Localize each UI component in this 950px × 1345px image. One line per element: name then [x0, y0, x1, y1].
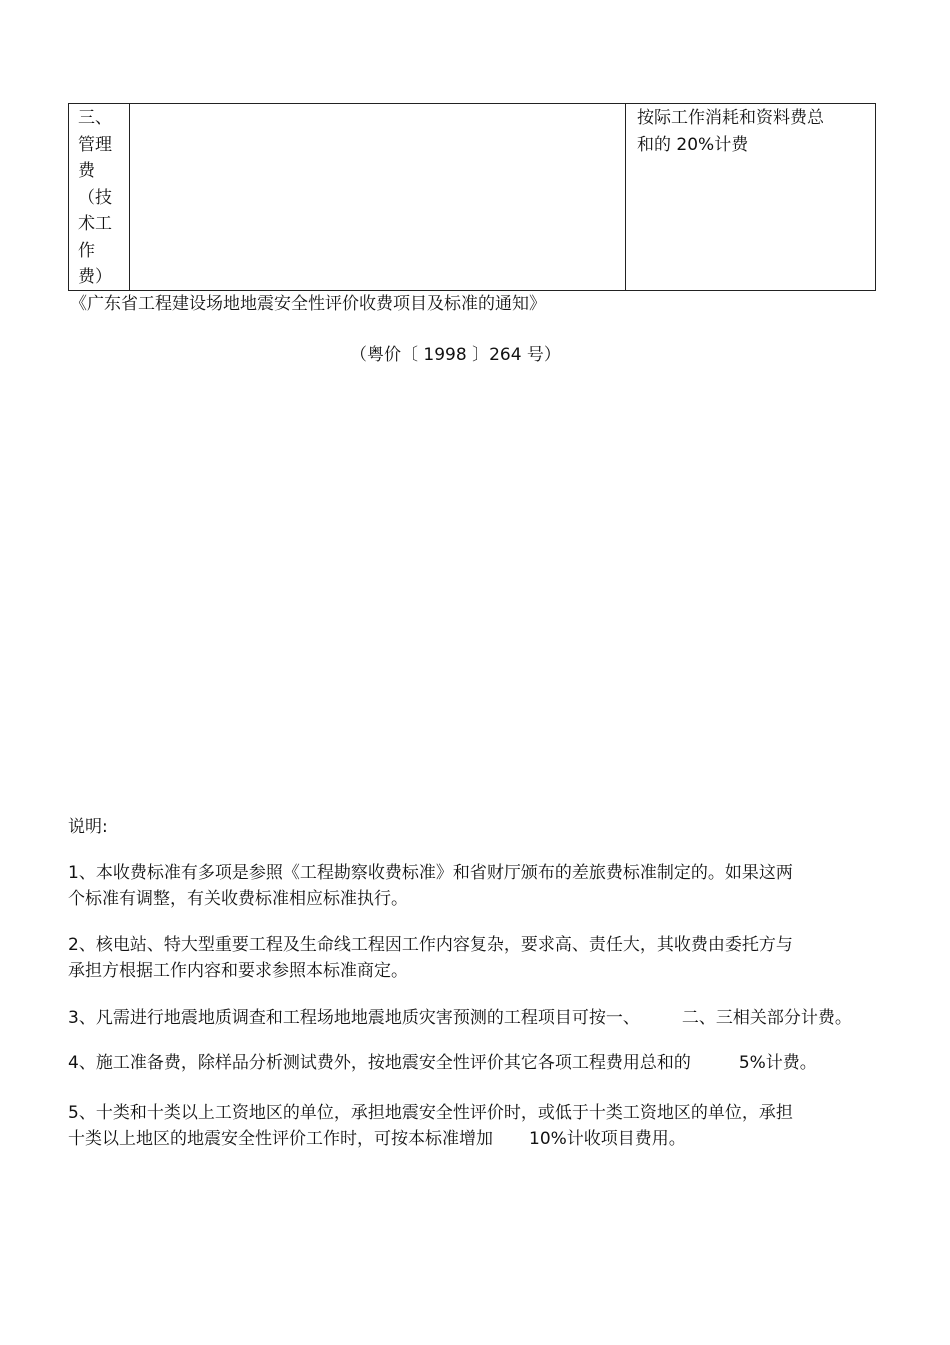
note-part: 10%计收项目费用。 — [529, 1129, 686, 1149]
document-number: （粤价〔 1998 〕264 号） — [350, 345, 561, 365]
note-line: 5、十类和十类以上工资地区的单位，承担地震安全性评价时，或低于十类工资地区的单位，承担 — [68, 1103, 793, 1123]
standard-text — [637, 105, 824, 158]
note-line: 个标准有调整，有关收费标准相应标准执行。 — [68, 889, 408, 909]
note-part: 3、凡需进行地震地质调查和工程场地地震地质灾害预测的工程项目可按一、 — [68, 1008, 640, 1028]
note-part: 二、三相关部分计费。 — [681, 1008, 852, 1028]
note-2 — [68, 932, 793, 984]
note-5 — [68, 1100, 793, 1152]
note-4 — [68, 1050, 817, 1076]
note-line — [68, 1126, 793, 1152]
note-part: 4、施工准备费，除样品分析测试费外，按地震安全性评价其它各项工程费用总和的 — [68, 1053, 691, 1073]
note-3 — [68, 1005, 852, 1031]
fee-table — [68, 103, 876, 291]
item-line: 费 — [78, 161, 95, 181]
note-line: 2、核电站、特大型重要工程及生命线工程因工作内容复杂，要求高、责任大，其收费由委托方与 — [68, 935, 793, 955]
item-line: 术工 — [78, 214, 112, 234]
item-line: 费） — [78, 267, 112, 287]
item-name — [78, 105, 112, 291]
note-1 — [68, 860, 793, 912]
document-title: 《广东省工程建设场地地震安全性评价收费项目及标准的通知》 — [70, 294, 546, 314]
note-part: 5%计费。 — [738, 1053, 817, 1073]
standard-cell — [626, 104, 875, 290]
note-part: 十类以上地区的地震安全性评价工作时，可按本标准增加 — [68, 1129, 493, 1149]
standard-line: 和的 20%计费 — [637, 134, 749, 155]
item-line: 管理 — [78, 134, 112, 155]
item-line: 作 — [78, 240, 95, 261]
content-cell — [130, 104, 626, 290]
standard-line: 按际工作消耗和资料费总 — [637, 108, 824, 128]
item-line: 三、 — [78, 108, 112, 128]
note-line: 承担方根据工作内容和要求参照本标准商定。 — [68, 961, 408, 981]
note-line: 1、本收费标准有多项是参照《工程勘察收费标准》和省财厅颁布的差旅费标准制定的。如果这两 — [68, 863, 793, 883]
item-line: （技 — [78, 187, 112, 208]
notes-heading: 说明: — [68, 817, 108, 837]
item-cell — [69, 104, 130, 290]
